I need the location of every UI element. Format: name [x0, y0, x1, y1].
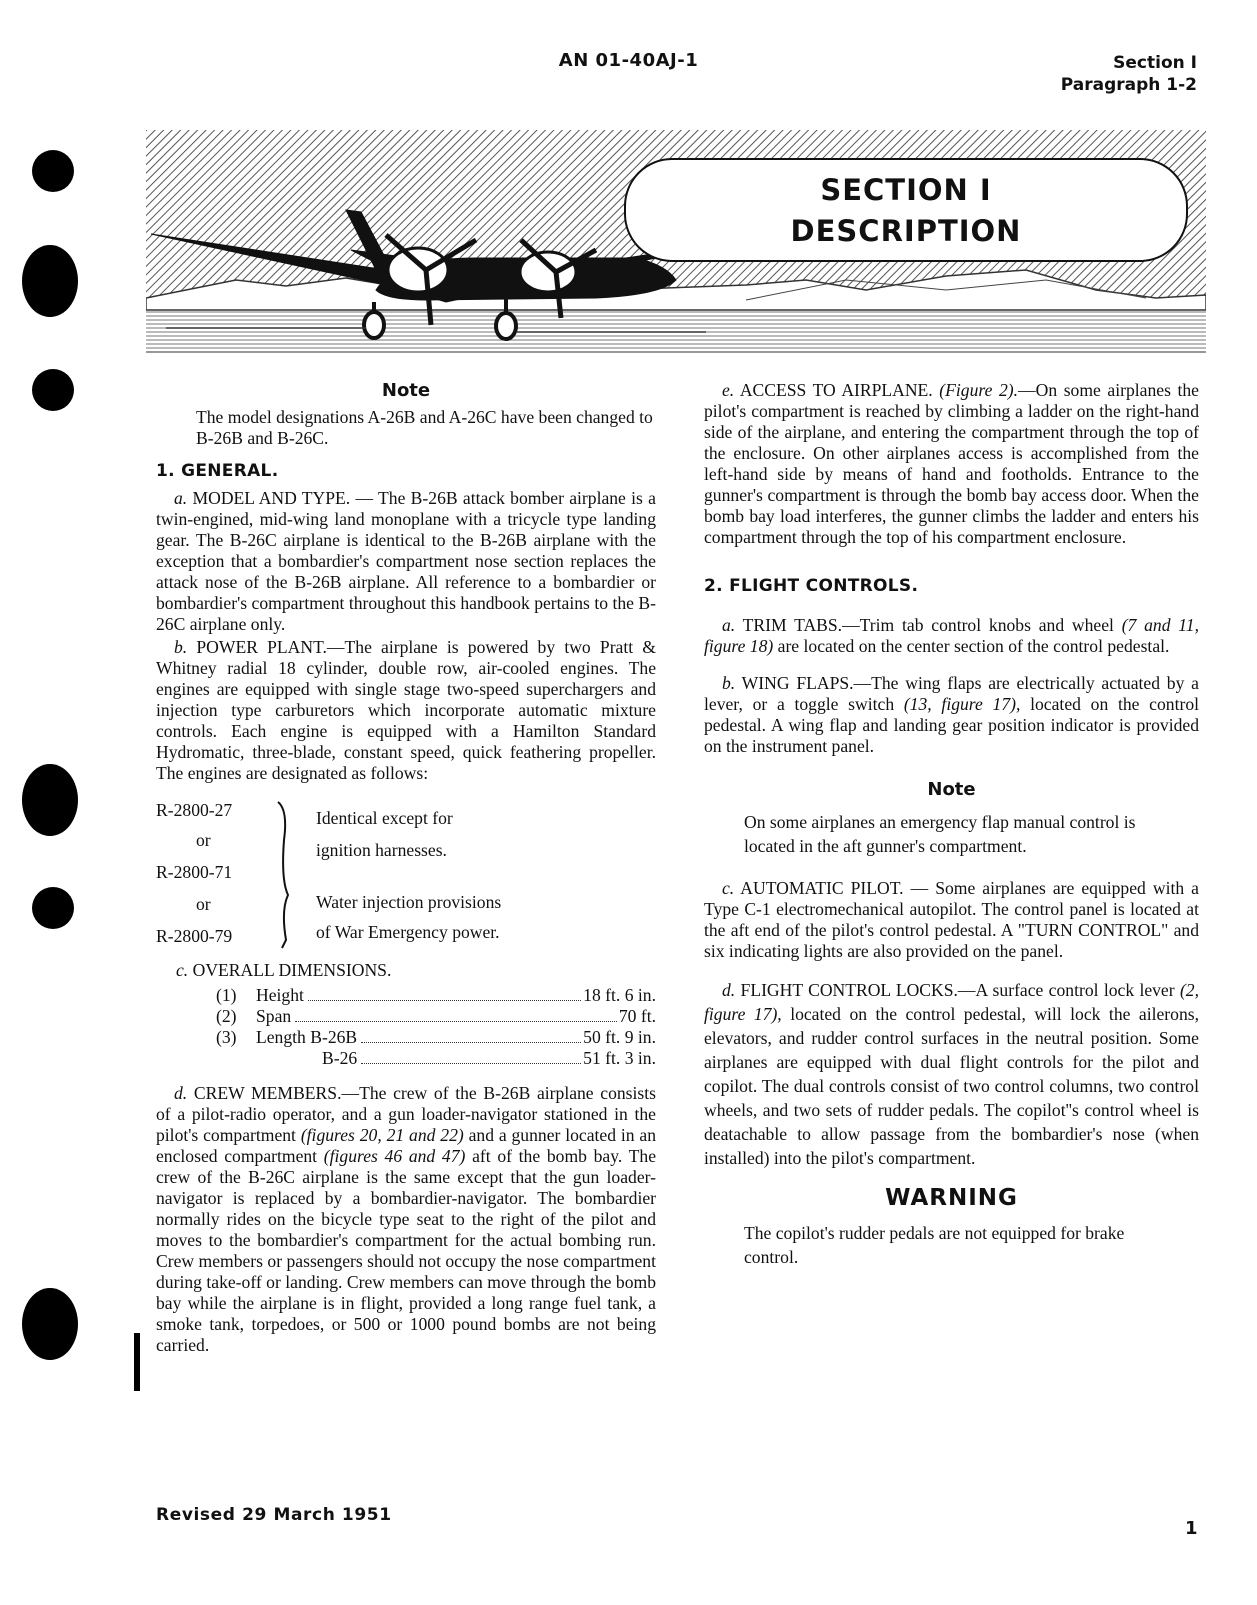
- right-column: [704, 380, 1199, 1269]
- item-label: a.: [174, 488, 188, 508]
- brace-icon: [276, 800, 296, 950]
- note-heading: Note: [381, 380, 431, 401]
- warning-text: The copilot's rudder pedals are not equipped for brake control.: [744, 1223, 1125, 1267]
- figure-reference: (7 and 11, figure 18): [704, 615, 1199, 656]
- general-heading: 1. GENERAL.: [156, 461, 279, 481]
- revision-date: Revised 29 March 1951: [156, 1505, 392, 1525]
- binder-hole: [22, 764, 78, 836]
- binder-hole: [22, 245, 78, 317]
- crew-members-paragraph: d. CREW MEMBERS.—The crew of the B-26B airplane consists of a pilot-radio operator, and a gun loader-navigator stationed in the pilot's compartment (figures 20, 21 and 22) and a gunner located in an enclosed compartment (figures 46 and 47) aft of the bomb bay. The crew of the B-26C airplane is the same except that the gun loader-navigator is replaced by a bombardier-navigator. The bombardier normally rides on the bicycle type seat to the right of the pilot and moves to the bombardier's compartment for the actual bombing run. Crew members or passengers should not occupy the nose compartment during take-off or landing. Crew members can move through the bomb bay while the airplane is in flight, provided a long range fuel tank, a smoke tank, torpedoes, or 500 or 1000 pound bombs are not being carried.: [156, 1083, 657, 1355]
- binder-hole: [22, 1288, 78, 1360]
- figure-reference: (2, figure 17),: [704, 980, 1199, 1024]
- binder-hole: [32, 887, 74, 929]
- document-id: AN 01-40AJ-1: [558, 50, 699, 71]
- engine-model: R-2800-71: [156, 862, 233, 882]
- note-text: The model designations A-26B and A-26C have been changed to B-26B and B-26C.: [196, 407, 653, 448]
- overall-dimensions-text: OVERALL DIMENSIONS.: [192, 960, 392, 980]
- item-label: b.: [174, 637, 188, 657]
- engine-or: or: [196, 830, 211, 850]
- paragraph-label: Paragraph 1-2: [1060, 75, 1197, 95]
- trim-tabs-paragraph: a. TRIM TABS.—Trim tab control knobs and wheel (7 and 11, figure 18) are located on the center section of the control pedestal.: [704, 615, 1199, 656]
- section-banner: [146, 130, 1206, 355]
- section-title-box: [624, 158, 1188, 262]
- section-number-title: SECTION I: [820, 173, 992, 207]
- page-number: 1: [1185, 1518, 1198, 1539]
- item-label: d.: [174, 1083, 188, 1103]
- model-and-type-text: MODEL AND TYPE. — The B-26B attack bomber airplane is a twin-engined, mid-wing land monoplane with a tricycle type landing gear. The B-26C airplane is identical to the B-26B airplane with the exception that a bombardier's compartment nose section replaces the attack nose of the B-26B airplane. All reference to a bombardier or bombardier's compartment throughout this handbook pertains to the B-26C airplane only.: [156, 488, 656, 634]
- flight-controls-heading: 2. FLIGHT CONTROLS.: [704, 576, 919, 596]
- item-label: c.: [176, 960, 189, 980]
- engine-model: R-2800-79: [156, 926, 233, 946]
- warning-heading: WARNING: [885, 1185, 1018, 1211]
- engine-description: of War Emergency power.: [316, 922, 500, 942]
- engine-or: or: [196, 894, 211, 914]
- engine-model: R-2800-27: [156, 800, 233, 820]
- engine-designations: [156, 800, 656, 950]
- dimension-row: (2) Span 70 ft.: [216, 1006, 656, 1026]
- binder-hole: [32, 369, 74, 411]
- engine-description: Water injection provisions: [316, 892, 502, 912]
- figure-reference: (figures 20, 21 and 22): [300, 1125, 464, 1145]
- dimension-row: B-26 51 ft. 3 in.: [322, 1048, 656, 1068]
- wing-flaps-paragraph: b. WING FLAPS.—The wing flaps are electrically actuated by a lever, or a toggle switch (13, figure 17), located on the control pedestal. A wing flap and landing gear position indicator is provided on the instrument panel.: [704, 673, 1200, 756]
- revision-change-bar: [134, 1333, 140, 1391]
- figure-reference: (13, figure 17),: [903, 694, 1021, 714]
- power-plant-text: POWER PLANT.—The airplane is powered by two Pratt & Whitney radial 18 cylinder, double row, air-cooled engines. The engines are equipped with single stage two-speed superchargers and injection type carburetors which incorporate automatic mixture controls. Each engine is equipped with a Hamilton Standard Hydromatic, three-blade, constant speed, quick feathering propeller. The engines are designated as follows:: [156, 637, 656, 783]
- figure-reference: (figures 46 and 47): [323, 1146, 466, 1166]
- item-label: c.: [722, 878, 735, 898]
- control-locks-paragraph: d. FLIGHT CONTROL LOCKS.—A surface control lock lever (2, figure 17), located on the control pedestal, will lock the ailerons, elevators, and rudder control surfaces in the neutral position. Some airplanes are equipped with dual flight controls for the pilot and copilot. The dual controls consist of two control columns, two control wheels, and two sets of rudder pedals. The copilot''s control wheel is deatachable to allow passage from the bombardier's nose (when installed) into the pilot's compartment.: [704, 980, 1199, 1168]
- dimensions-list: [156, 985, 656, 1069]
- item-label: b.: [722, 673, 736, 693]
- item-label: e.: [722, 380, 735, 400]
- dimension-row: (1) Height 18 ft. 6 in.: [216, 985, 656, 1005]
- overall-dimensions-heading: [156, 960, 656, 981]
- item-label: a.: [722, 615, 736, 635]
- automatic-pilot-paragraph: c. AUTOMATIC PILOT. — Some airplanes are equipped with a Type C-1 electromechanical autopilot. The control panel is located at the aft end of the pilot's control pedestal. A "TURN CONTROL" and six indicating lights are also provided on the panel.: [704, 878, 1199, 961]
- section-name-title: DESCRIPTION: [790, 214, 1022, 248]
- access-paragraph: e. ACCESS TO AIRPLANE. (Figure 2).—On some airplanes the pilot's compartment is reached by climbing a ladder on the right-hand side of the airplane, and entering the compartment through the top of the enclosure. On other airplanes access is accomplished from the left-hand side by means of hand and footholds. Entrance to the gunner's compartment is through the bomb bay access door. When the bomb bay load interferes, the gunner climbs the ladder and enters his compartment through the top of his compartment enclosure.: [704, 380, 1199, 547]
- item-label: d.: [722, 980, 736, 1000]
- power-plant-paragraph: [156, 637, 656, 784]
- model-and-type-paragraph: [156, 488, 656, 635]
- section-reference: [1061, 52, 1197, 96]
- binder-hole: [32, 150, 74, 192]
- dimension-row: (3) Length B-26B 50 ft. 9 in.: [216, 1027, 656, 1047]
- note-heading: Note: [927, 779, 976, 800]
- engine-description: ignition harnesses.: [316, 840, 447, 860]
- engine-description: Identical except for: [316, 808, 453, 828]
- section-label: Section I: [1113, 53, 1197, 73]
- note-text: On some airplanes an emergency flap manual control is located in the aft gunner's compartment.: [744, 812, 1136, 856]
- figure-reference: (Figure 2).: [939, 380, 1019, 400]
- left-column: [156, 380, 656, 1356]
